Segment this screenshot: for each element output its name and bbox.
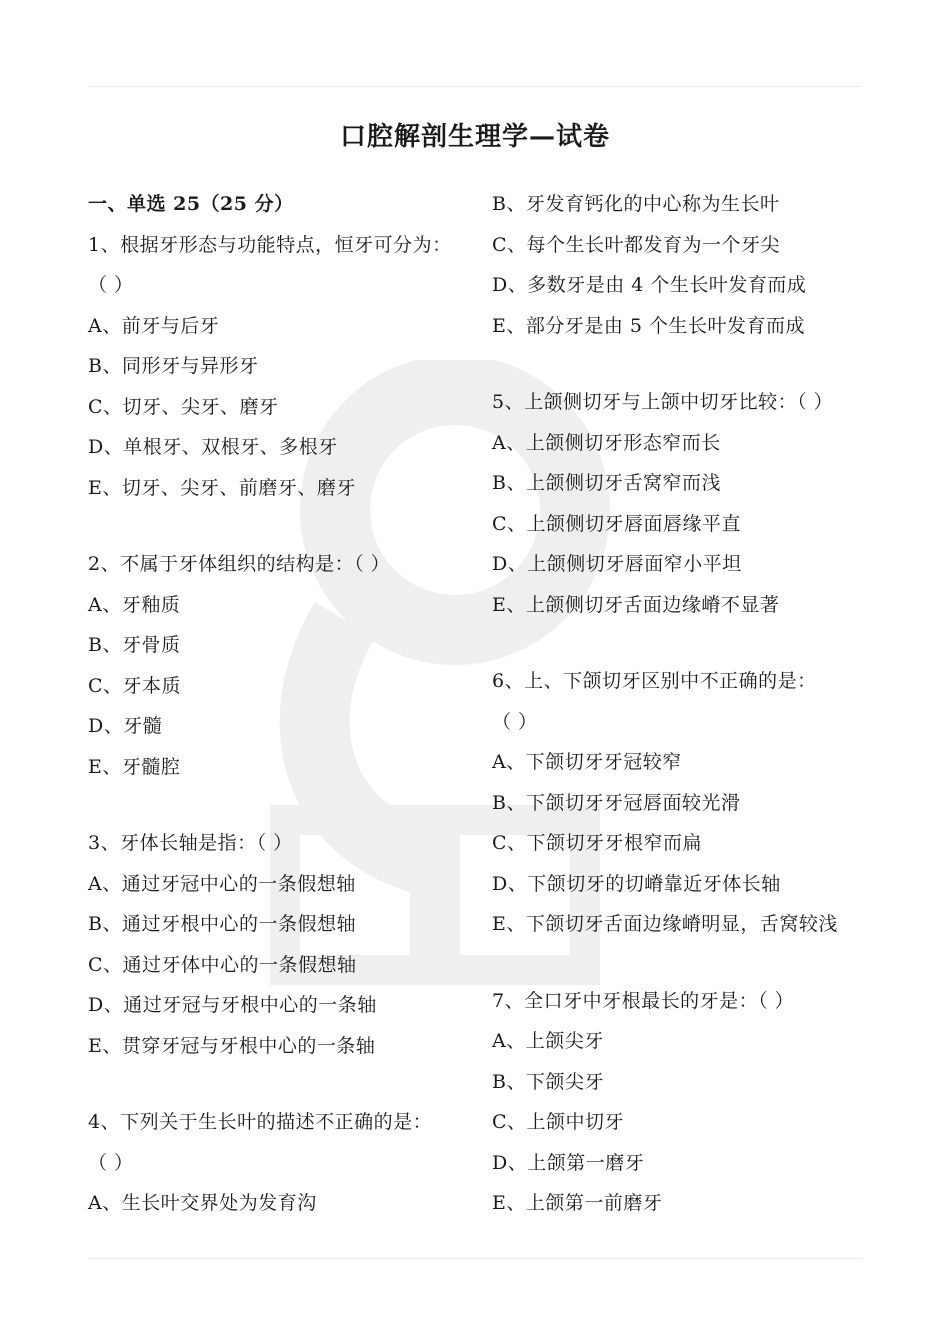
question-stem: 1、根据牙形态与功能特点，恒牙可分为： [88,233,452,256]
question-5 [492,386,877,629]
question-1 [88,229,483,513]
question-stem: 5、上颌侧切牙与上颌中切牙比较：（ ） [492,391,834,413]
option-d: D、通过牙冠与牙根中心的一条轴 [88,994,377,1016]
option-a: A、生长叶交界处为发育沟 [88,1192,317,1214]
option-b: B、下颌切牙牙冠唇面较光滑 [492,791,741,814]
option-a: A、上颌侧切牙形态窄而长 [492,431,721,454]
option-b: B、同形牙与异形牙 [88,355,259,377]
option-a: A、上颌尖牙 [492,1030,604,1052]
question-7 [492,985,877,1228]
option-c: C、上颌中切牙 [492,1111,625,1133]
option-c: C、通过牙体中心的一条假想轴 [88,953,357,976]
option-d: D、牙髓 [88,715,163,737]
option-a: A、下颌切牙牙冠较窄 [492,751,682,773]
option-d: D、多数牙是由 4 个生长叶发育而成 [492,274,807,296]
question-6 [492,665,877,949]
option-b: B、下颌尖牙 [492,1070,604,1093]
option-e: E、牙髓腔 [88,755,181,778]
option-b: B、牙发育钙化的中心称为生长叶 [492,193,780,215]
spacer [88,512,483,548]
option-a: A、前牙与后牙 [88,314,220,337]
option-c: C、每个生长叶都发育为一个牙尖 [492,233,781,256]
option-e: E、上颌侧切牙舌面边缘嵴不显著 [492,593,780,616]
question-stem: 3、牙体长轴是指：（ ） [88,832,293,854]
option-c: C、下颌切牙牙根窄而扁 [492,832,703,854]
option-e: E、切牙、尖牙、前磨牙、磨牙 [88,476,356,499]
question-stem: 4、下列关于生长叶的描述不正确的是： [88,1111,433,1133]
option-d: D、单根牙、双根牙、多根牙 [88,436,338,458]
question-4-continued [492,188,877,350]
spacer [88,791,483,827]
page-title: 口腔解剖生理学—试卷 [339,122,610,152]
option-e: E、下颌切牙舌面边缘嵴明显，舌窝较浅 [492,913,838,935]
spacer [492,629,877,665]
question-stem: 6、上、下颌切牙区别中不正确的是： [492,670,817,692]
question-3 [88,827,483,1070]
question-2 [88,548,483,791]
option-c: C、牙本质 [88,674,182,697]
question-4 [88,1106,483,1228]
answer-blank: （ ） [88,274,134,296]
section-heading: 一、单选 25（25 分） [88,193,294,215]
option-e: E、贯穿牙冠与牙根中心的一条轴 [88,1034,376,1057]
left-column [88,188,483,1228]
option-d: D、上颌第一磨牙 [492,1151,645,1174]
option-a: A、牙釉质 [88,593,181,616]
option-d: D、上颌侧切牙唇面窄小平坦 [492,553,742,575]
option-b: B、牙骨质 [88,634,181,656]
top-rule [88,86,862,87]
option-b: B、通过牙根中心的一条假想轴 [88,913,356,935]
spacer [492,350,877,386]
bottom-rule [88,1258,862,1259]
spacer [492,949,877,985]
answer-blank: （ ） [88,1151,134,1174]
answer-blank: （ ） [492,710,538,733]
option-e: E、部分牙是由 5 个生长叶发育而成 [492,314,806,337]
option-e: E、上颌第一前磨牙 [492,1192,663,1214]
spacer [88,1070,483,1106]
option-d: D、下颌切牙的切嵴靠近牙体长轴 [492,872,781,895]
question-stem: 7、全口牙中牙根最长的牙是：（ ） [492,989,795,1012]
option-c: C、切牙、尖牙、磨牙 [88,395,279,418]
option-a: A、通过牙冠中心的一条假想轴 [88,872,356,895]
option-c: C、上颌侧切牙唇面唇缘平直 [492,512,742,535]
right-column [492,188,877,1228]
question-stem: 2、不属于牙体组织的结构是：（ ） [88,553,391,575]
option-b: B、上颌侧切牙舌窝窄而浅 [492,472,721,494]
